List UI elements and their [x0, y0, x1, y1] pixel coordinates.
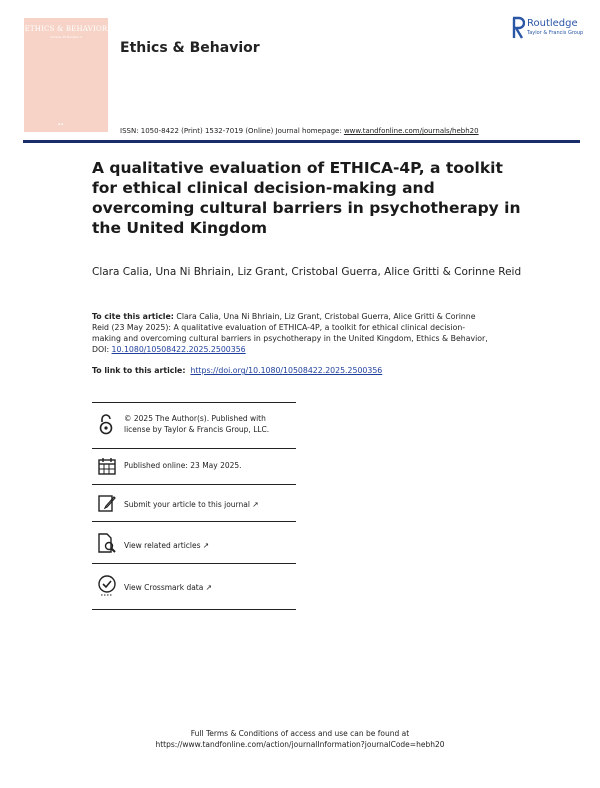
journal-homepage-link[interactable]: www.tandfonline.com/journals/hebh20 [343, 127, 479, 135]
divider [92, 448, 296, 449]
footer-terms-link[interactable]: https://www.tandfonline.com/action/journalInformation?journalCode=hebh20 [155, 740, 445, 749]
external-link-icon: ↗ [252, 500, 259, 509]
issn-line [120, 127, 479, 135]
crossmark-row[interactable] [96, 575, 296, 609]
cover-title: ETHICS & BEHAVIOR [24, 25, 108, 33]
journal-cover-thumbnail [24, 18, 108, 132]
publisher-name: Routledge [527, 18, 578, 29]
article-doi-link[interactable]: https://doi.org/10.1080/10508422.2025.2500356 [190, 366, 383, 375]
cover-subtitle: Volume 35 Number 4 [50, 35, 82, 39]
citation-block [92, 311, 492, 355]
crossmark-label: View Crossmark data [124, 583, 204, 592]
routledge-logo-icon [511, 16, 525, 40]
license-text: © 2025 The Author(s). Published with license by Taylor & Francis Group, LLC. [124, 414, 270, 434]
citation-doi-link[interactable]: 10.1080/10508422.2025.2500356 [111, 345, 246, 354]
related-articles-row[interactable] [96, 533, 296, 567]
document-search-icon [98, 533, 116, 553]
crossmark-icon [98, 575, 116, 597]
related-articles-label: View related articles [124, 541, 201, 550]
pencil-icon [98, 494, 116, 512]
citation-label: To cite this article: [92, 312, 174, 321]
external-link-icon: ↗ [202, 541, 210, 550]
article-title: A qualitative evaluation of ETHICA-4P, a toolkit for ethical clinical decision-making and overcoming cultural barriers in psychotherapy in the United Kingdom [92, 159, 521, 237]
issn-text: ISSN: 1050-8422 (Print) 1532-7019 (Online) Journal homepage: [120, 127, 344, 135]
published-online-text: Published online: 23 May 2025. [124, 461, 242, 470]
submit-article-row[interactable] [96, 494, 296, 528]
divider [92, 402, 296, 403]
external-link-icon: ↗ [205, 583, 213, 592]
header-rule [23, 140, 580, 143]
calendar-icon [98, 457, 116, 475]
related-articles-link[interactable] [124, 540, 209, 551]
citation-text: Clara Calia, Una Ni Bhriain, Liz Grant, Cristobal Guerra, Alice Gritti & Corinne Reid (23 May 2025): A qualitative evaluation of ETHICA-4P, a toolkit for ethical clinical decision-making and overcoming cultural barriers in psychotherapy in the United Kingdom, Ethics & Behavior, DOI: [92, 312, 488, 354]
footer [0, 728, 600, 750]
publisher-tagline: Taylor & Francis Group [527, 30, 584, 36]
divider [92, 563, 296, 564]
footer-terms-text: Full Terms & Conditions of access and use can be found at [190, 729, 410, 738]
divider [92, 521, 296, 522]
article-link-label: To link to this article: [92, 366, 186, 375]
article-link-line [92, 366, 382, 375]
crossmark-link[interactable] [124, 582, 212, 593]
open-access-row [96, 413, 296, 447]
divider [92, 609, 296, 610]
published-online-row [96, 457, 296, 491]
submit-article-link[interactable] [124, 499, 259, 510]
submit-article-label: Submit your article to this journal [124, 500, 250, 509]
cover-publisher-logo: ▪ ▪ [58, 122, 64, 126]
open-access-lock-icon [98, 413, 114, 435]
divider [92, 484, 296, 485]
journal-name: Ethics & Behavior [120, 40, 260, 56]
article-authors: Clara Calia, Una Ni Bhriain, Liz Grant, Cristobal Guerra, Alice Gritti & Corinne Reid [92, 266, 522, 278]
